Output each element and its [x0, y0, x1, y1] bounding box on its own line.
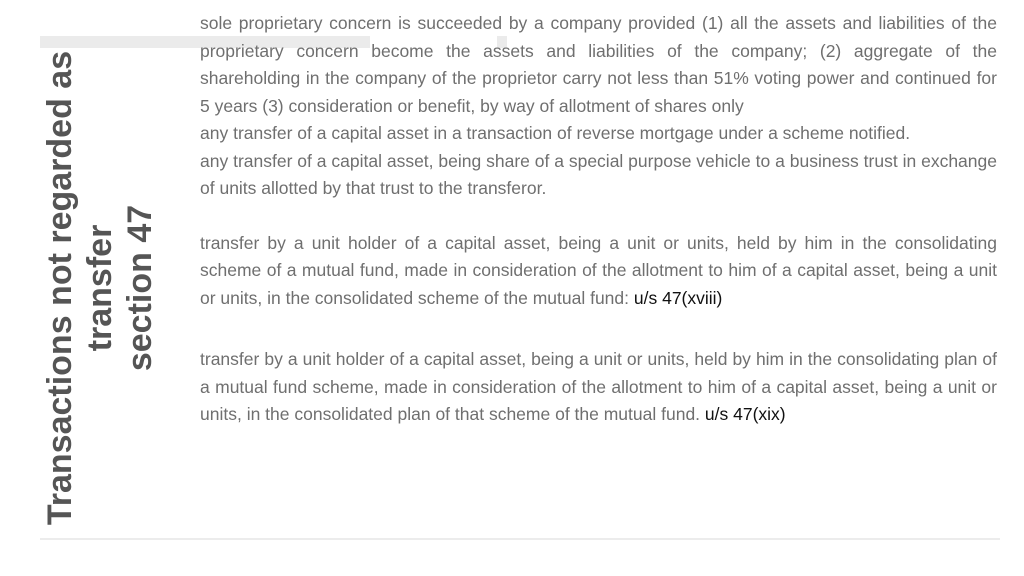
paragraph-consolidating-plan-text: transfer by a unit holder of a capital asset, being a unit or units, held by him in the consolidating plan of a mutual fund scheme, made in consideration of the allotment to him of a capital asset, being a unit or units, in the consolidated plan of that scheme of the mutual fund. — [200, 349, 997, 424]
title-line-1: Transactions not regarded as — [41, 50, 80, 526]
section-reference-47-xviii: u/s 47(xviii) — [633, 287, 723, 308]
title-line-2: transfer — [81, 224, 120, 352]
paragraph-proprietary-concern: sole proprietary concern is succeeded by a company provided (1) all the assets and liabilities of the proprietary concern become the assets and liabilities of the company; (2) aggregate of the shareholding in the company of the proprietor carry not less than 51% voting power and continued for 5 years (3) consideration or benefit, by way of allotment of shares only — [200, 13, 997, 116]
paragraph-consolidating-plan — [200, 346, 997, 429]
section-reference-47-xix: u/s 47(xix) — [704, 404, 786, 424]
content-body — [200, 10, 997, 429]
paragraph-consolidating-scheme-text: transfer by a unit holder of a capital asset, being a unit or units, held by him in the consolidating scheme of a mutual fund, made in consideration of the allotment to him of a capital asset, being a unit or units, in the consolidated scheme of the mutual fund: — [200, 232, 997, 308]
paragraph-special-purpose-vehicle: any transfer of a capital asset, being share of a special purpose vehicle to a business trust in exchange of units allotted by that trust to the transferor. — [200, 150, 997, 198]
side-title — [40, 40, 160, 536]
paragraph-reverse-mortgage: any transfer of a capital asset in a transaction of reverse mortgage under a scheme notified. — [200, 123, 911, 143]
paragraph-consolidating-scheme — [200, 230, 997, 313]
bottom-divider — [40, 538, 1000, 540]
side-title-text — [40, 51, 160, 525]
title-line-3: section 47 — [121, 204, 160, 372]
